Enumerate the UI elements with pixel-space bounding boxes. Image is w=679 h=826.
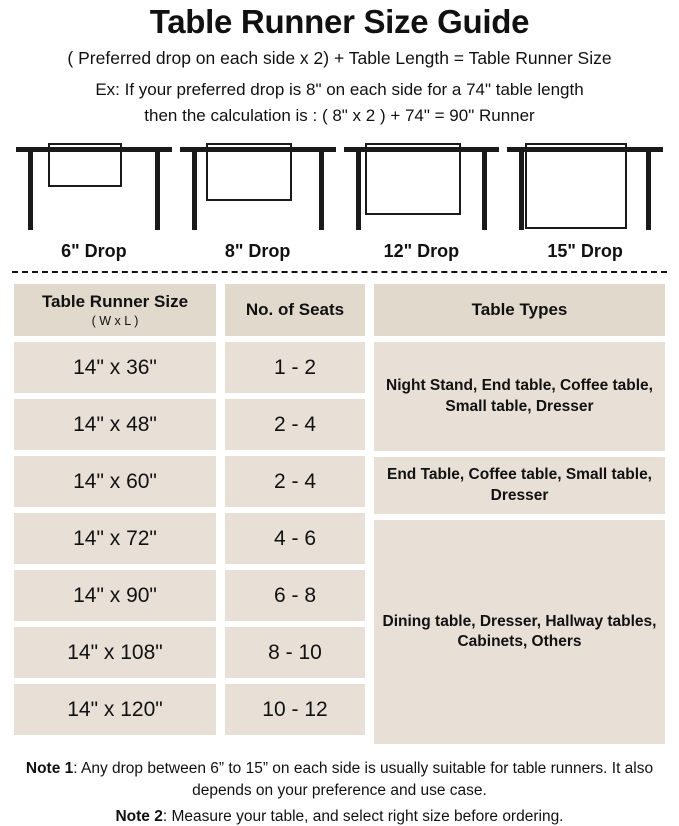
table-leg-left bbox=[356, 152, 361, 230]
note-2-label: Note 2 bbox=[115, 808, 163, 826]
column-runner-size bbox=[14, 284, 216, 750]
table-leg-left bbox=[192, 152, 197, 230]
table-row: 14" x 60" bbox=[14, 456, 216, 507]
example-line-2: then the calculation is : ( 8" x 2 ) + 74" = 90" Runner bbox=[144, 105, 535, 125]
header-label-seats: No. of Seats bbox=[245, 299, 345, 319]
note-1 bbox=[16, 758, 663, 802]
formula-text: ( Preferred drop on each side x 2) + Table Length = Table Runner Size bbox=[67, 47, 612, 68]
table-row: 6 - 8 bbox=[225, 570, 365, 621]
table-row: 14" x 36" bbox=[14, 342, 216, 393]
drop-label-8in: 8" Drop bbox=[224, 241, 291, 262]
drop-label-15in: 15" Drop bbox=[547, 241, 623, 262]
notes-section bbox=[10, 750, 669, 826]
table-row: 14" x 48" bbox=[14, 399, 216, 450]
table-top-line bbox=[16, 147, 172, 152]
header-label-size: Table Runner Size bbox=[41, 291, 189, 311]
table-row: End Table, Coffee table, Small table, Dresser bbox=[374, 457, 665, 514]
example-line-1: Ex: If your preferred drop is 8" on each side for a 74" table length bbox=[95, 80, 584, 100]
note-2-text: : Measure your table, and select right size before ordering. bbox=[162, 808, 564, 826]
drop-label-6in: 6" Drop bbox=[61, 241, 127, 262]
table-row: Dining table, Dresser, Hallway tables, Cabinets, Others bbox=[374, 520, 665, 744]
drop-diagram-6in bbox=[12, 139, 176, 239]
header-sublabel-size: ( W x L ) bbox=[91, 313, 139, 328]
table-row: 8 - 10 bbox=[225, 627, 365, 678]
drop-label-12in: 12" Drop bbox=[383, 241, 460, 262]
dashed-divider bbox=[12, 271, 667, 273]
table-row: 1 - 2 bbox=[225, 342, 365, 393]
column-header-types bbox=[374, 284, 665, 336]
header-label-types: Table Types bbox=[471, 299, 568, 319]
table-row: Night Stand, End table, Coffee table, Small table, Dresser bbox=[374, 342, 665, 451]
table-row: 10 - 12 bbox=[225, 684, 365, 735]
column-seats bbox=[225, 284, 365, 750]
column-table-types bbox=[374, 284, 665, 750]
table-row: 4 - 6 bbox=[225, 513, 365, 564]
column-header-seats bbox=[225, 284, 365, 336]
note-1-text: : Any drop between 6” to 15” on each side is usually suitable for table runners. It also depends on your preference and use case. bbox=[73, 760, 654, 800]
size-table bbox=[10, 284, 669, 750]
runner-shape bbox=[525, 143, 627, 229]
table-leg-right bbox=[646, 152, 651, 230]
table-leg-left bbox=[519, 152, 524, 230]
drop-diagram-15in bbox=[503, 139, 667, 239]
table-leg-right bbox=[155, 152, 160, 230]
table-row: 2 - 4 bbox=[225, 399, 365, 450]
infographic-page bbox=[0, 4, 679, 826]
drop-labels bbox=[10, 241, 669, 262]
note-1-label: Note 1 bbox=[25, 760, 74, 778]
table-leg-right bbox=[319, 152, 324, 230]
table-row: 14" x 72" bbox=[14, 513, 216, 564]
runner-shape bbox=[365, 143, 461, 215]
column-header-runner-size bbox=[14, 284, 216, 336]
drop-diagram-8in bbox=[176, 139, 340, 239]
table-top-line bbox=[507, 147, 663, 152]
table-top-line bbox=[344, 147, 500, 152]
table-leg-right bbox=[482, 152, 487, 230]
table-top-line bbox=[180, 147, 336, 152]
table-row: 14" x 90" bbox=[14, 570, 216, 621]
drop-diagrams bbox=[10, 137, 669, 239]
table-row: 14" x 108" bbox=[14, 627, 216, 678]
page-title: Table Runner Size Guide bbox=[149, 3, 530, 40]
drop-diagram-12in bbox=[340, 139, 504, 239]
table-leg-left bbox=[28, 152, 33, 230]
table-row: 14" x 120" bbox=[14, 684, 216, 735]
table-row: 2 - 4 bbox=[225, 456, 365, 507]
note-2 bbox=[16, 806, 663, 826]
